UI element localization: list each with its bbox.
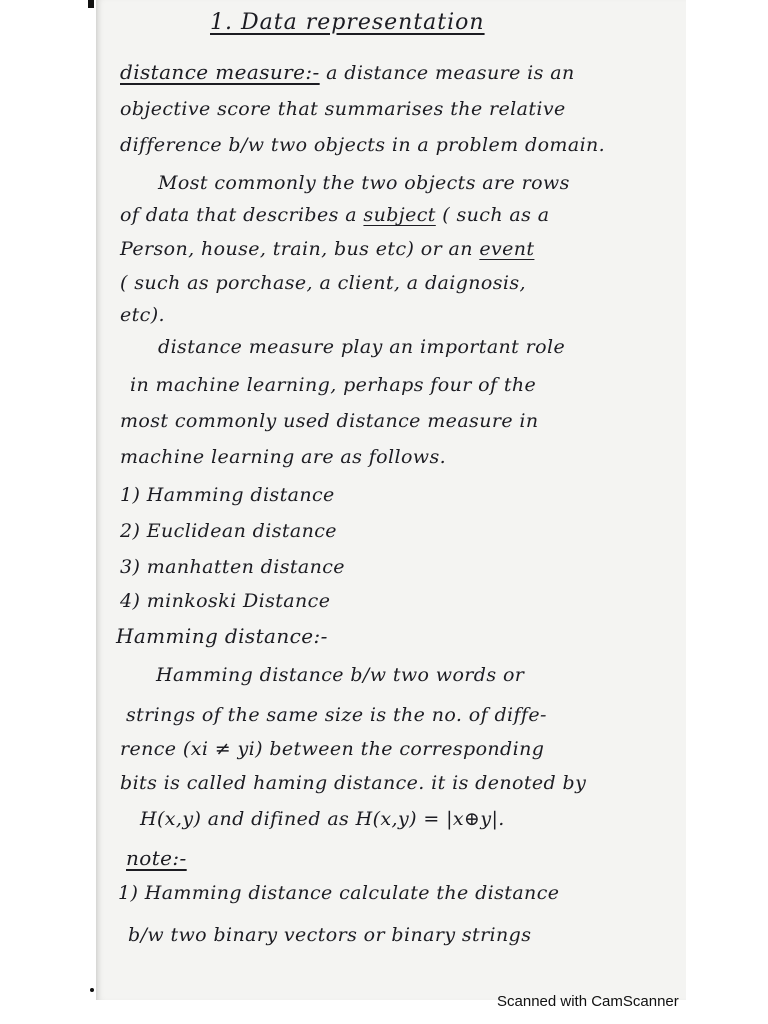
section-heading-distance-measure: distance measure:- xyxy=(120,60,320,84)
para2-line-2 xyxy=(120,204,680,226)
para2-line-2-tail: ( such as a xyxy=(442,204,550,226)
intro-line-1 xyxy=(120,60,680,84)
hamming-line-4: bits is called haming distance. it is denoted by xyxy=(120,772,587,794)
para3-line-3: most commonly used distance measure in xyxy=(120,410,539,432)
para2-line-5: etc). xyxy=(120,304,165,326)
hamming-line-2: strings of the same size is the no. of diffe- xyxy=(126,704,547,726)
section-heading-hamming: Hamming distance:- xyxy=(116,624,328,648)
list-item: 3) manhatten distance xyxy=(120,556,345,578)
hamming-line-5: H(x,y) and difined as H(x,y) = |x⊕y|. xyxy=(140,808,505,830)
underlined-subject: subject xyxy=(363,204,436,226)
para2-line-3 xyxy=(120,238,680,260)
underlined-event: event xyxy=(479,238,535,260)
binder-dot xyxy=(90,988,94,992)
para2-line-4: ( such as porchase, a client, a daignosis, xyxy=(120,272,526,294)
intro-line-2: objective score that summarises the relative xyxy=(120,98,566,120)
intro-text: a distance measure is an xyxy=(326,62,575,84)
hamming-line-1: Hamming distance b/w two words or xyxy=(156,664,525,686)
list-item: 2) Euclidean distance xyxy=(120,520,337,542)
binder-margin xyxy=(0,0,96,1024)
hamming-line-3: rence (xi ≠ yi) between the corresponding xyxy=(120,738,545,760)
note-line-2: b/w two binary vectors or binary strings xyxy=(128,924,532,946)
note-heading: note:- xyxy=(126,846,187,870)
intro-line-3: difference b/w two objects in a problem domain. xyxy=(120,134,606,156)
para2-line-1: Most commonly the two objects are rows xyxy=(158,172,570,194)
para2-line-3-text: Person, house, train, bus etc) or an xyxy=(120,238,473,260)
scanner-watermark: Scanned with CamScanner xyxy=(497,993,679,1010)
list-item: 1) Hamming distance xyxy=(120,484,335,506)
note-line-1: 1) Hamming distance calculate the distance xyxy=(118,882,560,904)
list-item: 4) minkoski Distance xyxy=(120,590,331,612)
page-margin-right xyxy=(686,0,768,1000)
binder-mark xyxy=(88,0,94,8)
page-title: 1. Data representation xyxy=(210,10,485,35)
para3-line-1: distance measure play an important role xyxy=(158,336,566,358)
para3-line-4: machine learning are as follows. xyxy=(120,446,447,468)
para3-line-2: in machine learning, perhaps four of the xyxy=(130,374,537,396)
para2-line-2-text: of data that describes a xyxy=(120,204,357,226)
